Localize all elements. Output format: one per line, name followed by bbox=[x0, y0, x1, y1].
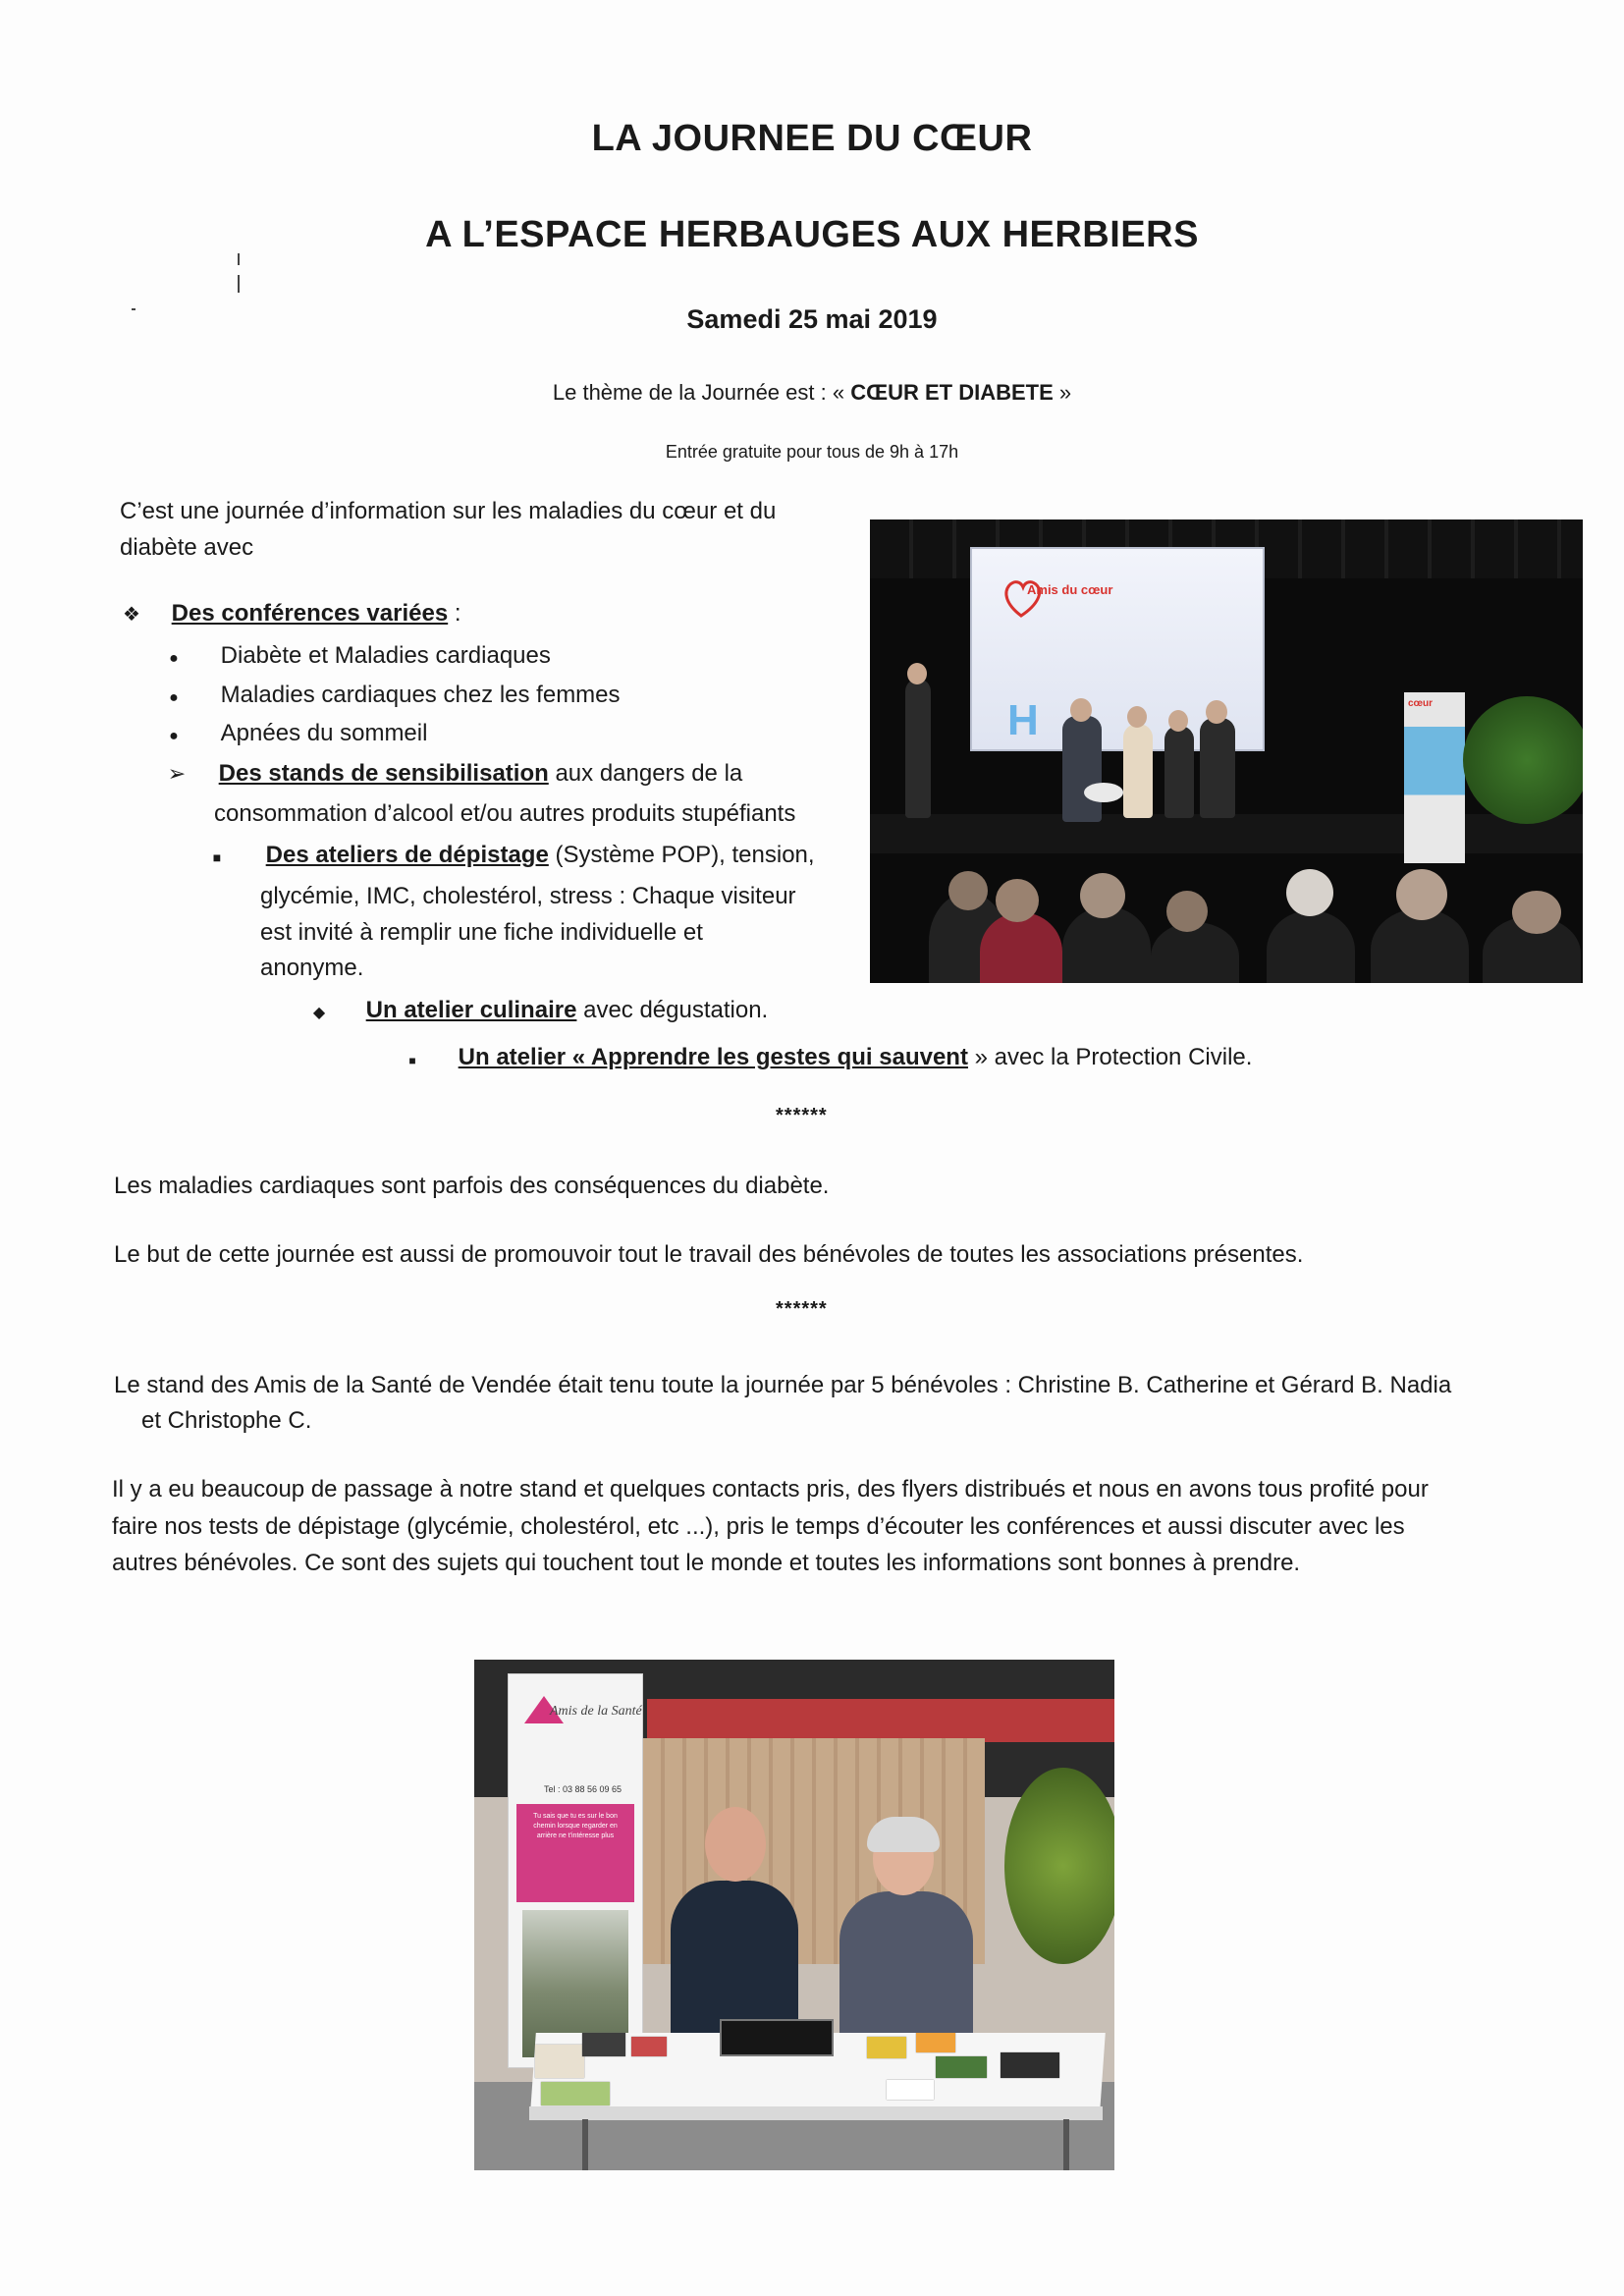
speaker-head bbox=[1127, 706, 1147, 728]
paragraph-1: Les maladies cardiaques sont parfois des conséquences du diabète. bbox=[114, 1173, 830, 1199]
page-title-line1: LA JOURNEE DU CŒUR bbox=[591, 118, 1033, 159]
stands-item bbox=[165, 755, 742, 792]
arrow-bullet-icon: ➢ bbox=[167, 761, 187, 786]
ateliers-text1: (Système POP), tension, bbox=[548, 842, 815, 868]
round-bullet-icon: ● bbox=[169, 650, 179, 667]
gestes-item bbox=[406, 1039, 1252, 1079]
separator: ****** bbox=[776, 1105, 828, 1126]
table-edge bbox=[529, 2106, 1103, 2120]
separator: ****** bbox=[776, 1298, 828, 1320]
stage bbox=[870, 814, 1583, 853]
flyer bbox=[867, 2037, 906, 2058]
conference-item-label: Diabète et Maladies cardiaques bbox=[220, 642, 551, 669]
audience-head bbox=[1396, 869, 1447, 920]
conferences-label: Des conférences variées bbox=[171, 600, 449, 627]
paragraph-4-line1: Il y a eu beaucoup de passage à notre stand et quelques contacts pris, des flyers distribués et nous en avons tous profité pour bbox=[112, 1476, 1429, 1503]
audience-member bbox=[980, 912, 1062, 983]
speaker-head bbox=[1070, 698, 1092, 722]
rollup-tel: Tel : 03 88 56 09 65 bbox=[544, 1784, 623, 1794]
speaker bbox=[1123, 724, 1153, 818]
round-bullet-icon: ● bbox=[169, 728, 179, 744]
audience-head bbox=[1166, 891, 1208, 932]
gestes-label: Un atelier « Apprendre les gestes qui sauvent bbox=[458, 1044, 968, 1070]
paragraph-3-line2: et Christophe C. bbox=[141, 1407, 312, 1434]
intro-line2: diabète avec bbox=[120, 534, 254, 561]
screen-letter: H bbox=[1007, 696, 1039, 744]
paragraph-2: Le but de cette journée est aussi de promouvoir tout le travail des bénévoles de toutes les associations présentes. bbox=[114, 1241, 1304, 1268]
scan-mark bbox=[238, 253, 240, 265]
rollup-pink-panel bbox=[516, 1804, 634, 1902]
stand-photo bbox=[474, 1660, 1114, 2170]
culinaire-item bbox=[312, 992, 768, 1031]
audience-member bbox=[1267, 910, 1355, 983]
audience-head bbox=[948, 871, 988, 910]
conferences-suffix: : bbox=[448, 600, 461, 627]
rollup-name: Amis de la Santé bbox=[550, 1704, 642, 1719]
culinaire-label: Un atelier culinaire bbox=[365, 997, 577, 1023]
flyer bbox=[535, 2045, 584, 2078]
theme-prefix: Le thème de la Journée est : « bbox=[552, 380, 851, 405]
event-date: Samedi 25 mai 2019 bbox=[686, 304, 938, 334]
rollup-banner bbox=[508, 1673, 643, 2068]
scan-mark bbox=[238, 275, 240, 293]
banner-stand bbox=[1404, 692, 1465, 863]
scan-mark bbox=[132, 308, 135, 310]
speaker bbox=[1164, 726, 1194, 818]
theme-value: CŒUR ET DIABETE bbox=[850, 380, 1054, 405]
conferences-heading bbox=[116, 595, 461, 633]
ateliers-label: Des ateliers de dépistage bbox=[265, 842, 549, 868]
stands-text1: aux dangers de la bbox=[548, 760, 743, 787]
flyer bbox=[936, 2056, 987, 2078]
diamond-bullet-icon: ◆ bbox=[312, 1005, 326, 1021]
audience-member bbox=[1151, 922, 1239, 983]
banner-logo-text: cœur bbox=[1408, 698, 1433, 709]
audience-head bbox=[1512, 891, 1561, 934]
flyer bbox=[541, 2082, 610, 2105]
conference-item-label: Apnées du sommeil bbox=[220, 720, 428, 746]
table-leg bbox=[1063, 2119, 1069, 2170]
speaker bbox=[905, 679, 931, 818]
volunteer-woman bbox=[839, 1891, 973, 2049]
audience-head bbox=[1286, 869, 1333, 916]
ateliers-text4: anonyme. bbox=[260, 955, 364, 981]
plant bbox=[1463, 696, 1583, 824]
rollup-slogan: Tu sais que tu es sur le bon chemin lorsque regarder en arrière ne t'intéresse plus bbox=[533, 1813, 618, 1839]
speaker-head bbox=[1168, 710, 1188, 732]
conference-item bbox=[167, 637, 551, 677]
paragraph-4-line3: autres bénévoles. Ce sont des sujets qui touchent tout le monde et toutes les informations sont bonnes à prendre. bbox=[112, 1550, 1301, 1576]
conference-item-label: Maladies cardiaques chez les femmes bbox=[220, 682, 621, 708]
orchid-flowers bbox=[1084, 783, 1123, 802]
speaker-head bbox=[1206, 700, 1227, 724]
event-theme bbox=[0, 380, 1624, 406]
tray bbox=[720, 2019, 834, 2056]
speaker bbox=[1200, 718, 1235, 818]
gestes-text: » avec la Protection Civile. bbox=[967, 1044, 1253, 1070]
speaker-head bbox=[907, 663, 927, 684]
flyer bbox=[916, 2033, 955, 2052]
flyer bbox=[1001, 2052, 1059, 2078]
page-title-line2: A L’ESPACE HERBAUGES AUX HERBIERS bbox=[425, 214, 1199, 255]
speaker bbox=[1062, 716, 1102, 822]
audience-head bbox=[1080, 873, 1125, 918]
flyer bbox=[582, 2033, 625, 2056]
conference-photo bbox=[870, 519, 1583, 983]
conference-item bbox=[167, 677, 621, 716]
audience-head bbox=[996, 879, 1039, 922]
conference-item bbox=[167, 715, 427, 754]
paragraph-3-line1: Le stand des Amis de la Santé de Vendée était tenu toute la journée par 5 bénévoles : Christine B. Catherine et Gérard B. Nadia bbox=[114, 1372, 1452, 1398]
volunteer-woman-hair bbox=[867, 1817, 940, 1852]
flyer bbox=[887, 2080, 934, 2100]
intro-line1: C’est une journée d’information sur les maladies du cœur et du bbox=[120, 498, 777, 524]
round-bullet-icon: ● bbox=[169, 689, 179, 706]
flyer bbox=[631, 2037, 667, 2056]
entry-info: Entrée gratuite pour tous de 9h à 17h bbox=[665, 442, 959, 462]
red-wall-band bbox=[647, 1699, 1114, 1742]
square-bullet-icon: ■ bbox=[408, 1054, 416, 1067]
stands-text2: consommation d’alcool et/ou autres produits stupéfiants bbox=[214, 800, 796, 827]
diamond-cluster-bullet-icon: ❖ bbox=[123, 604, 140, 626]
square-bullet-icon: ■ bbox=[212, 849, 222, 865]
culinaire-text: avec dégustation. bbox=[576, 997, 769, 1023]
paragraph-4-line2: faire nos tests de dépistage (glycémie, cholestérol, etc ...), pris le temps d’écouter les conférences et aussi discuter avec les bbox=[112, 1513, 1405, 1540]
screen-logo-text: Amis du cœur bbox=[1027, 582, 1113, 597]
table-leg bbox=[582, 2119, 588, 2170]
audience-member bbox=[1062, 906, 1151, 983]
theme-suffix: » bbox=[1053, 380, 1072, 405]
ateliers-text3: est invité à remplir une fiche individuelle et bbox=[260, 919, 703, 946]
volunteer-man-head bbox=[705, 1807, 766, 1882]
stands-label: Des stands de sensibilisation bbox=[218, 760, 549, 787]
ateliers-item bbox=[210, 837, 815, 876]
ateliers-text2: glycémie, IMC, cholestérol, stress : Chaque visiteur bbox=[260, 883, 796, 909]
plant bbox=[1004, 1768, 1114, 1964]
